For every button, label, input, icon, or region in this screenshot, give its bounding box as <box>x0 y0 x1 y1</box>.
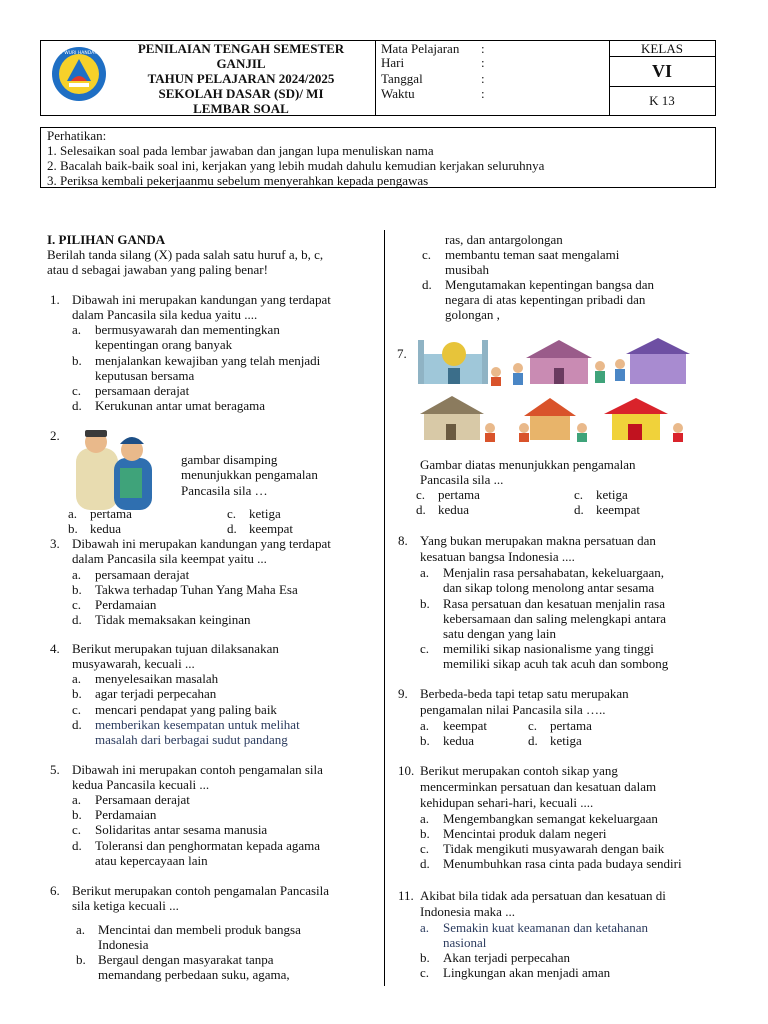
q10-number: 10. <box>398 763 415 778</box>
q4-option-d[interactable]: masalah dari berbagai sudut pandang <box>95 732 288 747</box>
q4-text: musyawarah, kecuali ... <box>72 656 195 671</box>
q2-option-d[interactable]: keempat <box>249 521 294 536</box>
q4-option-c[interactable]: mencari pendapat yang paling baik <box>95 702 277 717</box>
q1-option-c[interactable]: persamaan derajat <box>95 383 190 398</box>
q3-option-letter[interactable]: c. <box>72 597 82 612</box>
q3-option-c[interactable]: Perdamaian <box>95 597 157 612</box>
q6-option-b[interactable]: Bergaul dengan masyarakat tanpa <box>98 952 274 967</box>
q1-option-a[interactable]: kepentingan orang banyak <box>95 337 233 352</box>
info-label: Tanggal <box>381 71 423 86</box>
svg-text:TUT WURI HANDAYANI: TUT WURI HANDAYANI <box>54 51 104 56</box>
q11-option-b[interactable]: Akan terjadi perpecahan <box>443 950 571 965</box>
title-line: TAHUN PELAJARAN 2024/2025 <box>147 71 335 86</box>
q5-option-c[interactable]: Solidaritas antar sesama manusia <box>95 822 268 837</box>
q5-number: 5. <box>50 762 60 777</box>
title-line: PENILAIAN TENGAH SEMESTER <box>137 41 345 56</box>
q11-number: 11. <box>398 888 414 903</box>
q3-text: dalam Pancasila sila keempat yaitu ... <box>72 551 267 566</box>
q8-number: 8. <box>398 533 408 548</box>
info-hari[interactable] <box>381 55 485 71</box>
q1-option-b[interactable]: menjalankan kewajiban yang telah menjadi <box>95 353 321 368</box>
title-line: LEMBAR SOAL <box>193 101 289 116</box>
q7-option-letter[interactable]: d. <box>574 502 584 517</box>
q4-option-letter[interactable]: a. <box>72 671 82 686</box>
q1-option-letter[interactable]: c. <box>72 383 82 398</box>
q4-text: Berikut merupakan tujuan dilaksanakan <box>72 641 279 656</box>
q10-option-c[interactable]: Tidak mengikuti musyawarah dengan baik <box>443 841 665 856</box>
q6-text: Berikut merupakan contoh pengamalan Pancasila <box>72 883 330 898</box>
q2-number: 2. <box>50 428 60 443</box>
q7-option-letter[interactable]: c. <box>416 487 426 502</box>
q5-text: kedua Pancasila kecuali ... <box>72 777 210 792</box>
q4-option-letter[interactable]: b. <box>72 686 82 701</box>
q6-option-a[interactable]: Mencintai dan membeli produk bangsa <box>98 922 301 937</box>
q6-option-d[interactable]: golongan , <box>445 307 500 322</box>
q2-text: menunjukkan pengamalan <box>181 467 318 482</box>
places-of-worship-illustration-icon <box>414 334 694 450</box>
q8-text: kesatuan bangsa Indonesia .... <box>420 549 575 564</box>
q2-option-letter[interactable]: c. <box>227 506 237 521</box>
q10-option-a[interactable]: Mengembangkan semangat kekeluargaan <box>443 811 658 826</box>
q1-text: dalam Pancasila sila kedua yaitu .... <box>72 307 258 322</box>
notice-item: 2. Bacalah baik-baik soal ini, kerjakan yang lebih mudah dahulu kemudian kerjakan seluruhnya <box>47 158 545 173</box>
q7-text: Pancasila sila ... <box>420 472 504 487</box>
q11-text: Akibat bila tidak ada persatuan dan kesatuan di <box>420 888 666 903</box>
q6-text: sila ketiga kecuali ... <box>72 898 179 913</box>
q6-option-letter[interactable]: d. <box>422 277 432 292</box>
info-sep: : <box>481 71 485 86</box>
q2-option-a[interactable]: pertama <box>90 506 132 521</box>
q10-option-letter[interactable]: b. <box>420 826 430 841</box>
q7-option-letter[interactable]: d. <box>416 502 426 517</box>
q9-option-letter[interactable]: b. <box>420 733 430 748</box>
info-label: Hari <box>381 55 405 70</box>
info-sep: : <box>481 41 485 56</box>
info-tanggal[interactable] <box>381 71 485 87</box>
q10-option-letter[interactable]: d. <box>420 856 430 871</box>
notice-heading: Perhatikan: <box>47 128 107 143</box>
q5-option-a[interactable]: Persamaan derajat <box>95 792 190 807</box>
q5-option-letter[interactable]: b. <box>72 807 82 822</box>
q1-text: Dibawah ini merupakan kandungan yang terdapat <box>72 292 331 307</box>
q3-number: 3. <box>50 536 60 551</box>
header-class-cell <box>609 41 715 115</box>
q8-option-a[interactable]: dan sikap tolong menolong antar sesama <box>443 580 655 595</box>
tut-wuri-handayani-logo-icon <box>47 45 111 103</box>
q9-option-d[interactable]: ketiga <box>550 733 582 748</box>
q6-option-d[interactable]: Mengutamakan kepentingan bangsa dan <box>445 277 655 292</box>
header-info-cell <box>375 41 610 115</box>
header-title-cell <box>41 41 376 115</box>
q6-option-b[interactable]: ras, dan antargolongan <box>445 232 563 247</box>
q3-option-letter[interactable]: b. <box>72 582 82 597</box>
q4-option-letter[interactable]: d. <box>72 717 82 732</box>
q7-text: Gambar diatas menunjukkan pengamalan <box>420 457 636 472</box>
q9-option-a[interactable]: keempat <box>443 718 488 733</box>
q1-option-letter[interactable]: a. <box>72 322 82 337</box>
notice-box <box>40 127 716 188</box>
title-line: GANJIL <box>216 56 266 71</box>
q11-option-a[interactable]: nasional <box>443 935 487 950</box>
kurikulum-label: K 13 <box>649 93 675 108</box>
q8-option-letter[interactable]: c. <box>420 641 430 656</box>
q9-option-letter[interactable]: c. <box>528 718 538 733</box>
q8-option-letter[interactable]: b. <box>420 596 430 611</box>
q6-option-a[interactable]: Indonesia <box>98 937 149 952</box>
q10-text: mencerminkan persatuan dan kesatuan dalam <box>420 779 657 794</box>
q2-option-b[interactable]: kedua <box>90 521 122 536</box>
q2-option-letter[interactable]: d. <box>227 521 237 536</box>
q6-option-letter[interactable]: c. <box>422 247 432 262</box>
q3-option-b[interactable]: Takwa terhadap Tuhan Yang Maha Esa <box>95 582 298 597</box>
q8-option-b[interactable]: Rasa persatuan dan kesatuan menjalin rasa <box>443 596 665 611</box>
q8-option-b[interactable]: kebersamaan dan saling melengkapi antara <box>443 611 667 626</box>
q11-text: Indonesia maka ... <box>420 904 515 919</box>
q10-option-b[interactable]: Mencintai produk dalam negeri <box>443 826 607 841</box>
q5-option-letter[interactable]: c. <box>72 822 82 837</box>
q11-option-c[interactable]: Lingkungan akan menjadi aman <box>443 965 611 980</box>
q8-option-c[interactable]: memiliki sikap nasionalisme yang tinggi <box>443 641 654 656</box>
q4-number: 4. <box>50 641 60 656</box>
q3-text: Dibawah ini merupakan kandungan yang terdapat <box>72 536 331 551</box>
q8-text: Yang bukan merupakan makna persatuan dan <box>420 533 656 548</box>
q10-text: kehidupan sehari-hari, kecuali .... <box>420 795 594 810</box>
q3-option-letter[interactable]: d. <box>72 612 82 627</box>
parent-child-illustration-icon <box>72 428 158 510</box>
header-table <box>40 40 716 116</box>
notice-item: 1. Selesaikan soal pada lembar jawaban dan jangan lupa menuliskan nama <box>47 143 434 158</box>
q10-option-letter[interactable]: c. <box>420 841 430 856</box>
info-label: Waktu <box>381 86 415 101</box>
q3-option-a[interactable]: persamaan derajat <box>95 567 190 582</box>
q7-option-c[interactable]: ketiga <box>596 487 628 502</box>
q5-option-b[interactable]: Perdamaian <box>95 807 157 822</box>
q9-option-b[interactable]: kedua <box>443 733 475 748</box>
q1-number: 1. <box>50 292 60 307</box>
q11-option-letter[interactable]: c. <box>420 965 430 980</box>
q5-option-letter[interactable]: d. <box>72 838 82 853</box>
section-title: I. PILIHAN GANDA <box>47 232 166 247</box>
q10-text: Berikut merupakan contoh sikap yang <box>420 763 618 778</box>
info-label: Mata Pelajaran <box>381 41 460 56</box>
q2-text: gambar disamping <box>181 452 278 467</box>
q8-option-b[interactable]: satu dengan yang lain <box>443 626 556 641</box>
q1-option-letter[interactable]: d. <box>72 398 82 413</box>
q11-option-letter[interactable]: a. <box>420 920 430 935</box>
info-waktu[interactable] <box>381 86 485 102</box>
column-divider <box>384 230 385 986</box>
q6-number: 6. <box>50 883 60 898</box>
info-sep: : <box>481 86 485 101</box>
section-instruction: atau d sebagai jawaban yang paling benar! <box>47 262 268 277</box>
q3-option-letter[interactable]: a. <box>72 567 82 582</box>
q7-option-letter[interactable]: c. <box>574 487 584 502</box>
q9-number: 9. <box>398 686 408 701</box>
q11-option-letter[interactable]: b. <box>420 950 430 965</box>
q6-option-c[interactable]: musibah <box>445 262 490 277</box>
q9-option-letter[interactable]: a. <box>420 718 430 733</box>
q6-option-b[interactable]: memandang perbedaan suku, agama, <box>98 967 290 982</box>
q2-option-letter[interactable]: b. <box>68 521 78 536</box>
notice-item: 3. Periksa kembali pekerjaanmu sebelum menyerahkan kepada pengawas <box>47 173 429 188</box>
q2-text: Pancasila sila … <box>181 483 268 498</box>
q9-option-c[interactable]: pertama <box>550 718 592 733</box>
q6-option-c[interactable]: membantu teman saat mengalami <box>445 247 620 262</box>
q8-option-c[interactable]: memiliki sikap acuh tak acuh dan sombong <box>443 656 669 671</box>
q7-option-a[interactable]: pertama <box>438 487 480 502</box>
q7-option-b[interactable]: kedua <box>438 502 470 517</box>
q6-option-letter[interactable]: b. <box>76 952 86 967</box>
q5-option-d[interactable]: Toleransi dan penghormatan kepada agama <box>95 838 321 853</box>
q6-option-letter[interactable]: a. <box>76 922 86 937</box>
q1-option-letter[interactable]: b. <box>72 353 82 368</box>
section-instruction: Berilah tanda silang (X) pada salah satu huruf a, b, c, <box>47 247 324 262</box>
q3-option-d[interactable]: Tidak memaksakan keinginan <box>95 612 251 627</box>
kelas-label: KELAS <box>609 41 715 57</box>
q9-text: Berbeda-beda tapi tetap satu merupakan <box>420 686 629 701</box>
q4-option-b[interactable]: agar terjadi perpecahan <box>95 686 217 701</box>
q2-option-letter[interactable]: a. <box>68 506 78 521</box>
q1-option-a[interactable]: bermusyawarah dan mementingkan <box>95 322 280 337</box>
q5-option-d[interactable]: atau kepercayaan lain <box>95 853 208 868</box>
q7-number: 7. <box>397 346 407 361</box>
info-sep: : <box>481 55 485 70</box>
q11-option-a[interactable]: Semakin kuat keamanan dan ketahanan <box>443 920 649 935</box>
exam-title <box>111 41 371 116</box>
title-line: SEKOLAH DASAR (SD)/ MI <box>158 86 324 101</box>
q4-option-d[interactable]: memberikan kesempatan untuk melihat <box>95 717 300 732</box>
q2-option-c[interactable]: ketiga <box>249 506 281 521</box>
q4-option-letter[interactable]: c. <box>72 702 82 717</box>
q7-option-d[interactable]: keempat <box>596 502 641 517</box>
q1-option-b[interactable]: keputusan bersama <box>95 368 195 383</box>
kelas-value: VI <box>609 57 715 87</box>
q6-option-d[interactable]: negara di atas kepentingan pribadi dan <box>445 292 646 307</box>
q8-option-letter[interactable]: a. <box>420 565 430 580</box>
q5-text: Dibawah ini merupakan contoh pengamalan sila <box>72 762 323 777</box>
q9-text: pengamalan nilai Pancasila sila ….. <box>420 702 606 717</box>
q8-option-a[interactable]: Menjalin rasa persahabatan, kekeluargaan, <box>443 565 665 580</box>
q4-option-a[interactable]: menyelesaikan masalah <box>95 671 219 686</box>
q5-option-letter[interactable]: a. <box>72 792 82 807</box>
q10-option-letter[interactable]: a. <box>420 811 430 826</box>
q9-option-letter[interactable]: d. <box>528 733 538 748</box>
q10-option-d[interactable]: Menumbuhkan rasa cinta pada budaya sendiri <box>443 856 682 871</box>
q1-option-d[interactable]: Kerukunan antar umat beragama <box>95 398 266 413</box>
